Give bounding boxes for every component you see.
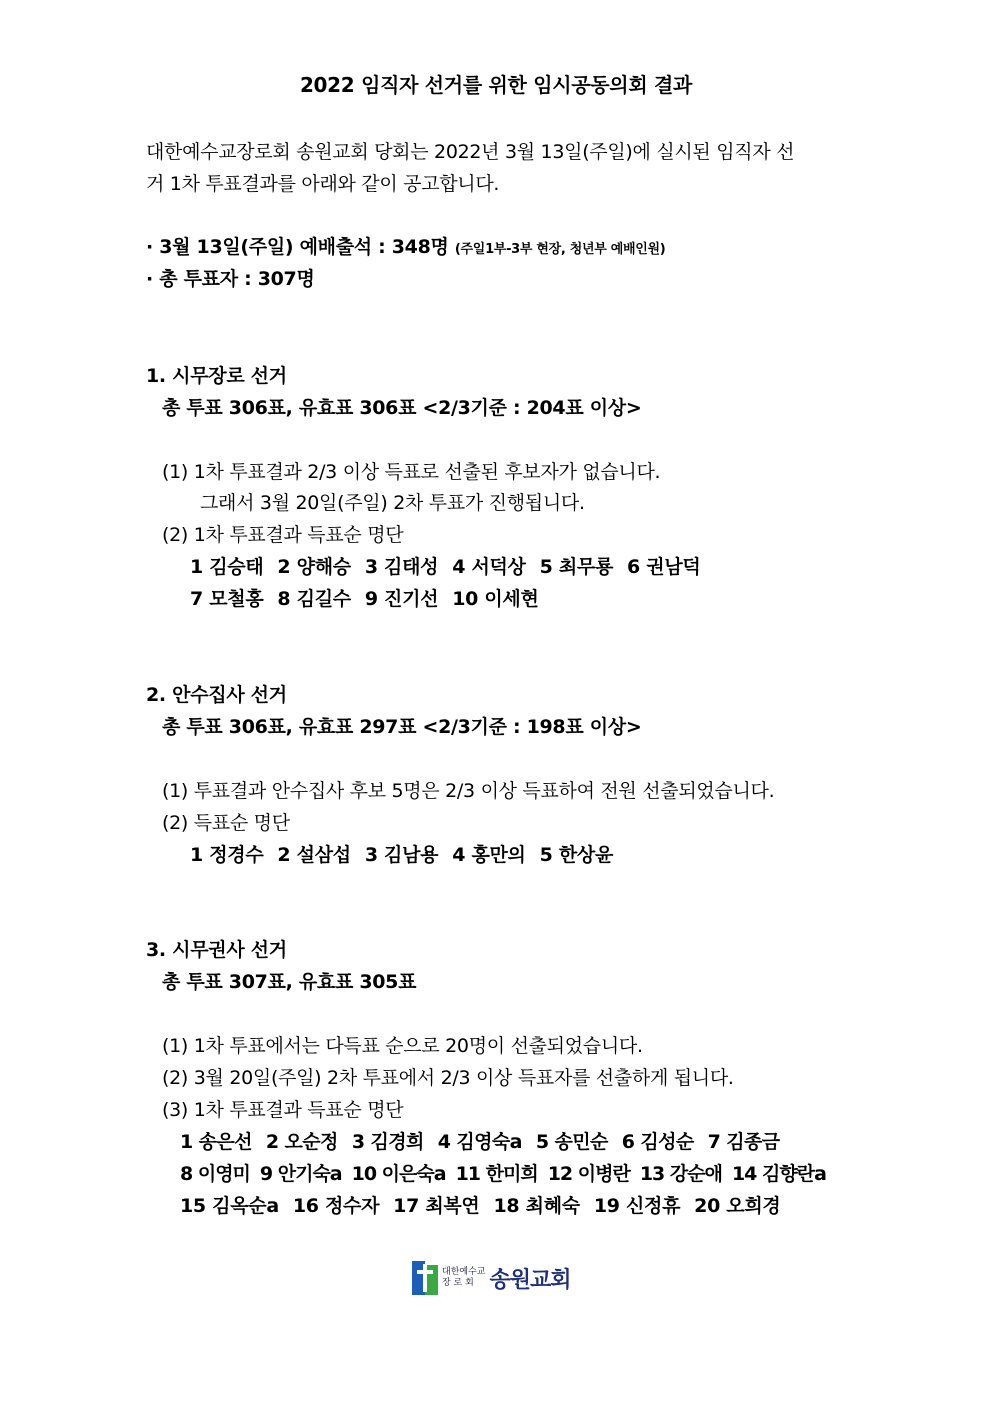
candidate-name: 4 서덕상 <box>452 556 526 578</box>
logo-subtitle <box>442 1267 485 1289</box>
candidate-name: 5 송민순 <box>535 1131 608 1153</box>
section-3-item: (2) 3월 20일(주일) 2차 투표에서 2/3 이상 득표자를 선출하게 됩니다. <box>162 1067 734 1089</box>
section-2-heading: 2. 안수집사 선거 <box>146 684 287 706</box>
cross-logo-icon <box>412 1261 438 1295</box>
section-1-stats: 총 투표 306표, 유효표 306표 <2/3기준 : 204표 이상> <box>162 397 642 419</box>
candidate-name: 2 설삼섭 <box>277 844 351 866</box>
candidate-name: 14 김향란a <box>731 1163 826 1185</box>
candidate-name: 11 한미희 <box>455 1163 538 1185</box>
candidate-name: 4 홍만의 <box>452 844 526 866</box>
attendance-line <box>146 235 665 262</box>
section-3-item: (3) 1차 투표결과 득표순 명단 <box>162 1099 404 1121</box>
section-3-stats: 총 투표 307표, 유효표 305표 <box>162 971 417 993</box>
logo-church-name: 송원교회 <box>489 1267 571 1293</box>
candidate-name: 6 김성순 <box>621 1131 694 1153</box>
candidate-name: 8 이영미 <box>180 1163 250 1185</box>
candidate-name: 10 이세현 <box>452 588 539 610</box>
attendance-note: (주일1부-3부 현장, 청년부 예배인원) <box>454 242 666 257</box>
candidate-name: 5 한상윤 <box>539 844 614 866</box>
candidate-name: 10 이은숙a <box>351 1163 446 1185</box>
logo-sub-line: 대한예수교 <box>442 1267 486 1277</box>
voters-line: · 총 투표자 : 307명 <box>146 268 315 290</box>
logo-sub-line: 장 로 회 <box>442 1278 474 1288</box>
candidate-name: 15 김옥순a <box>180 1195 279 1217</box>
section-2-item: (1) 투표결과 안수집사 후보 5명은 2/3 이상 득표하여 전원 선출되었습니다. <box>162 780 775 802</box>
section-2-item: (2) 득표순 명단 <box>162 812 290 834</box>
candidate-name: 17 최복연 <box>393 1195 480 1217</box>
attendance-main: · 3월 13일(주일) 예배출석 : 348명 <box>146 236 449 258</box>
intro-line-2: 거 1차 투표결과를 아래와 같이 공고합니다. <box>146 173 500 195</box>
candidate-name: 1 정경수 <box>190 844 264 866</box>
church-logo <box>412 1260 571 1296</box>
candidate-name: 16 정수자 <box>292 1195 380 1217</box>
section-1-heading: 1. 시무장로 선거 <box>146 365 287 387</box>
section-3-names-row <box>180 1162 826 1186</box>
section-1-names-row <box>190 555 714 579</box>
section-1-item: (2) 1차 투표결과 득표순 명단 <box>162 524 404 546</box>
candidate-name: 13 강순애 <box>639 1163 722 1185</box>
candidate-name: 1 김승태 <box>190 556 264 578</box>
candidate-name: 20 오희경 <box>694 1195 781 1217</box>
candidate-name: 4 김영숙a <box>437 1131 522 1153</box>
section-2-names-row <box>190 843 627 867</box>
candidate-name: 8 김길수 <box>277 588 351 610</box>
page-title: 2022 임직자 선거를 위한 임시공동의회 결과 <box>299 73 693 97</box>
section-3-names-row <box>180 1130 794 1154</box>
candidate-name: 7 모철홍 <box>190 588 264 610</box>
candidate-name: 6 권남덕 <box>627 556 701 578</box>
candidate-name: 12 이병란 <box>547 1163 630 1185</box>
candidate-name: 5 최무룡 <box>539 556 614 578</box>
candidate-name: 7 김종금 <box>707 1131 780 1153</box>
candidate-name: 18 최혜숙 <box>493 1195 580 1217</box>
candidate-name: 3 김경희 <box>351 1131 424 1153</box>
intro-line-1: 대한예수교장로회 송원교회 당회는 2022년 3월 13일(주일)에 실시된 임직자 선 <box>146 141 795 163</box>
candidate-name: 3 김태성 <box>364 556 439 578</box>
section-3-heading: 3. 시무권사 선거 <box>146 939 287 961</box>
candidate-name: 9 안기숙a <box>259 1163 342 1185</box>
section-3-item: (1) 1차 투표에서는 다득표 순으로 20명이 선출되었습니다. <box>162 1035 643 1057</box>
section-1-names-row <box>190 587 553 611</box>
candidate-name: 2 오순정 <box>265 1131 338 1153</box>
candidate-name: 2 양해승 <box>277 556 351 578</box>
candidate-name: 3 김남용 <box>364 844 439 866</box>
section-1-item: 그래서 3월 20일(주일) 2차 투표가 진행됩니다. <box>200 492 585 514</box>
candidate-name: 19 신정휴 <box>593 1195 681 1217</box>
section-1-item: (1) 1차 투표결과 2/3 이상 득표로 선출된 후보자가 없습니다. <box>162 461 661 483</box>
candidate-name: 1 송은선 <box>180 1131 252 1153</box>
section-2-stats: 총 투표 306표, 유효표 297표 <2/3기준 : 198표 이상> <box>162 716 642 738</box>
candidate-name: 9 진기선 <box>364 588 439 610</box>
section-3-names-row <box>180 1194 794 1218</box>
